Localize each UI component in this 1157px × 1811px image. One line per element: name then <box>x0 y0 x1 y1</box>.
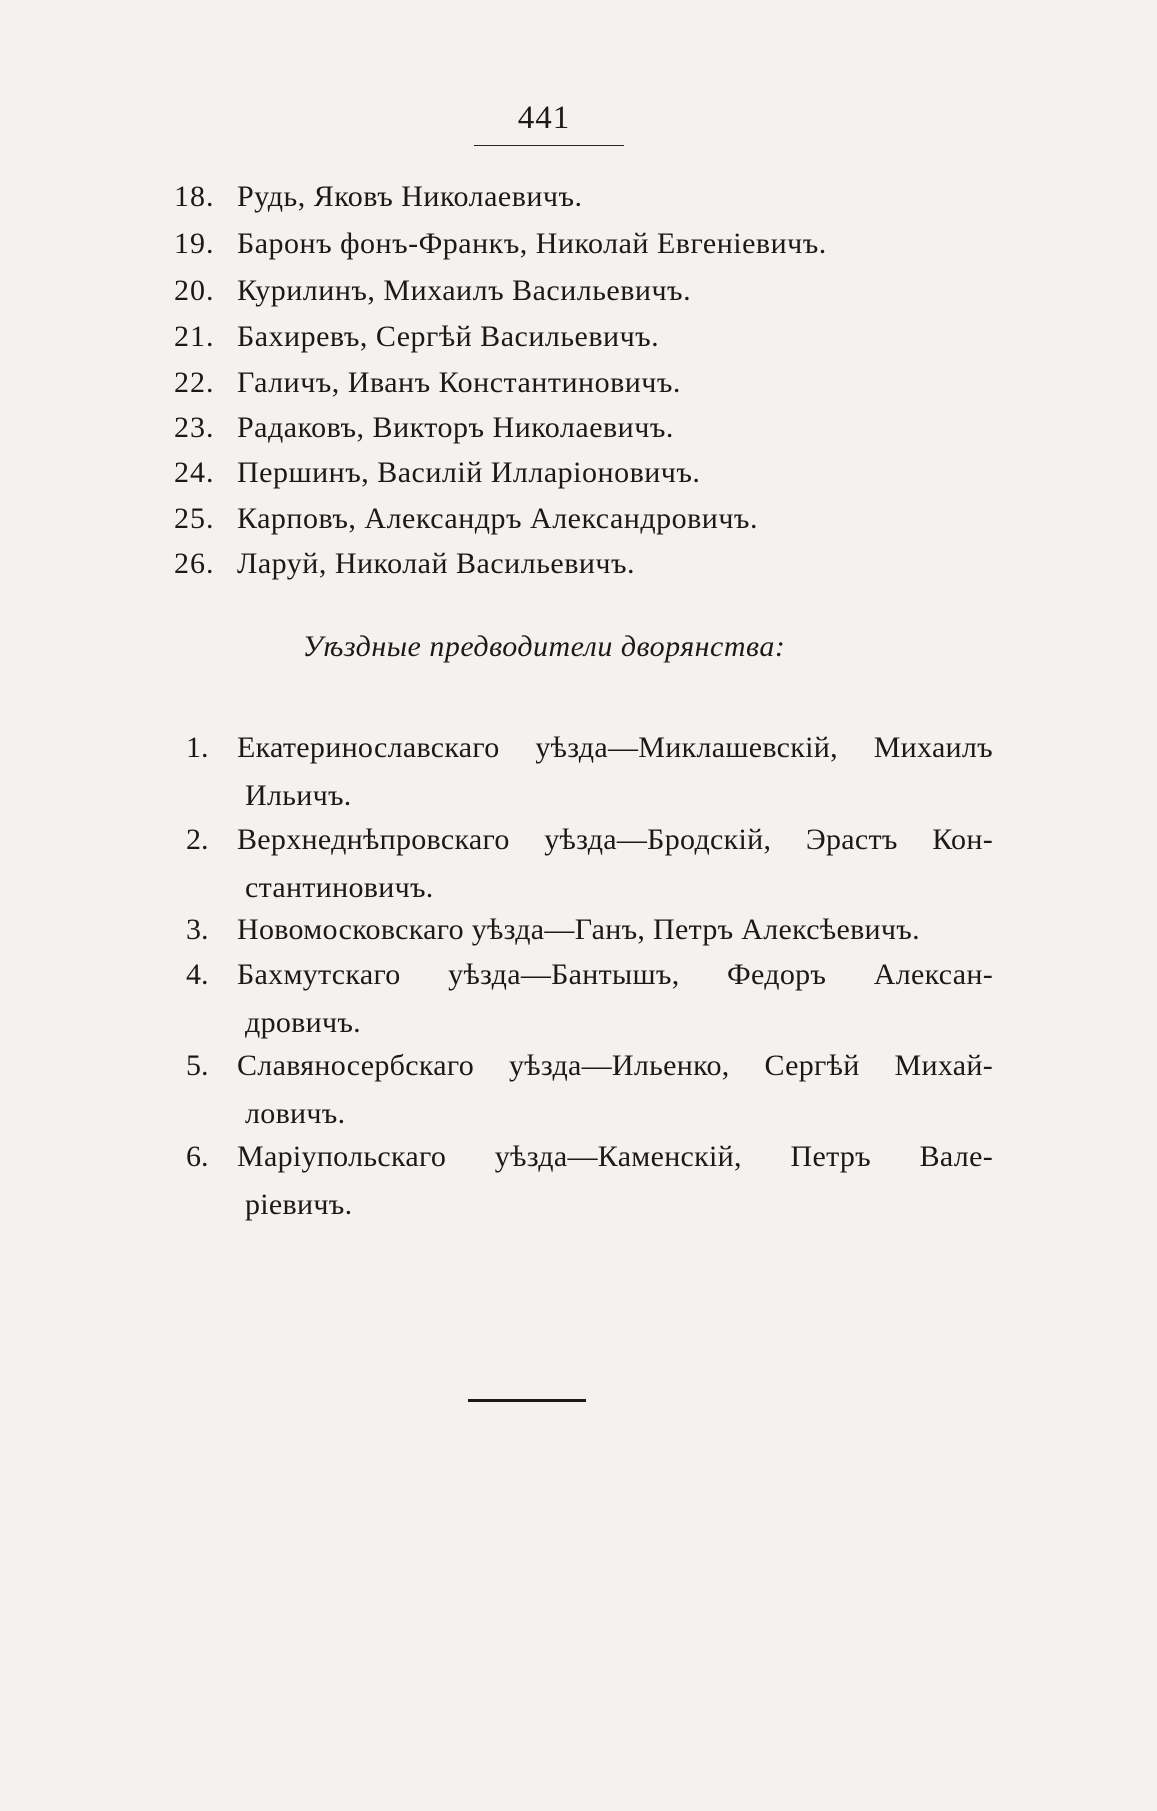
entry-line: Ильичъ. <box>245 779 352 812</box>
item-number: 6. <box>186 1140 209 1173</box>
entry-line: стантиновичъ. <box>245 871 434 904</box>
item-number: 5. <box>186 1049 209 1082</box>
entry-line: Славяносербскаго уѣзда—Ильенко, Сергѣй Михай- <box>237 1049 993 1082</box>
entry-line: Екатеринославскаго уѣзда—Миклашевскій, Михаилъ <box>237 731 993 764</box>
list-item <box>0 450 1157 496</box>
footer-rule <box>468 1399 586 1402</box>
header-rule <box>474 145 624 146</box>
marshal-entry <box>237 951 993 1047</box>
marshal-entry <box>237 906 993 954</box>
item-number: 23. <box>174 411 215 444</box>
member-name: Ларуй, Николай Васильевичъ. <box>237 547 636 580</box>
item-number: 24. <box>174 456 215 489</box>
item-number: 19. <box>174 227 215 260</box>
item-number: 21. <box>174 320 215 353</box>
list-item <box>0 174 1157 220</box>
item-number: 4. <box>186 958 209 991</box>
list-item <box>0 541 1157 587</box>
item-number: 2. <box>186 823 209 856</box>
list-item <box>0 314 1157 360</box>
entry-line: Бахмутскаго уѣзда—Бантышъ, Федоръ Алексан- <box>237 958 993 991</box>
entry-line: ловичъ. <box>245 1097 346 1130</box>
member-name: Курилинъ, Михаилъ Васильевичъ. <box>237 274 692 307</box>
item-number: 3. <box>186 913 209 946</box>
entry-line: Новомосковскаго уѣзда—Ганъ, Петръ Алексѣевичъ. <box>237 913 920 946</box>
member-name: Радаковъ, Викторъ Николаевичъ. <box>237 411 674 444</box>
member-name: Галичъ, Иванъ Константиновичъ. <box>237 366 681 399</box>
item-number: 18. <box>174 180 215 213</box>
member-name: Карповъ, Александръ Александровичъ. <box>237 502 758 535</box>
marshal-entry <box>237 724 993 820</box>
item-number: 22. <box>174 366 215 399</box>
member-name: Баронъ фонъ-Франкъ, Николай Евгеніевичъ. <box>237 227 827 260</box>
marshal-entry <box>237 1042 993 1138</box>
list-item <box>0 405 1157 451</box>
entry-line: Верхнеднѣпровскаго уѣзда—Бродскій, Эрастъ Кон- <box>237 823 993 856</box>
item-number: 25. <box>174 502 215 535</box>
item-number: 26. <box>174 547 215 580</box>
section-heading: Уѣздные предводители дворянства: <box>302 630 786 663</box>
list-item <box>0 268 1157 314</box>
member-name: Першинъ, Василій Илларіоновичъ. <box>237 456 701 489</box>
entry-line: ріевичъ. <box>245 1188 353 1221</box>
entry-line: дровичъ. <box>245 1006 361 1039</box>
list-item <box>0 496 1157 542</box>
list-item <box>0 360 1157 406</box>
marshal-entry <box>237 1133 993 1229</box>
member-name: Бахиревъ, Сергѣй Васильевичъ. <box>237 320 660 353</box>
item-number: 20. <box>174 274 215 307</box>
member-name: Рудь, Яковъ Николаевичъ. <box>237 180 583 213</box>
list-item <box>0 221 1157 267</box>
item-number: 1. <box>186 731 209 764</box>
page-number: 441 <box>517 100 571 136</box>
marshal-entry <box>237 816 993 912</box>
entry-line: Маріупольскаго уѣзда—Каменскій, Петръ Вале- <box>237 1140 993 1173</box>
